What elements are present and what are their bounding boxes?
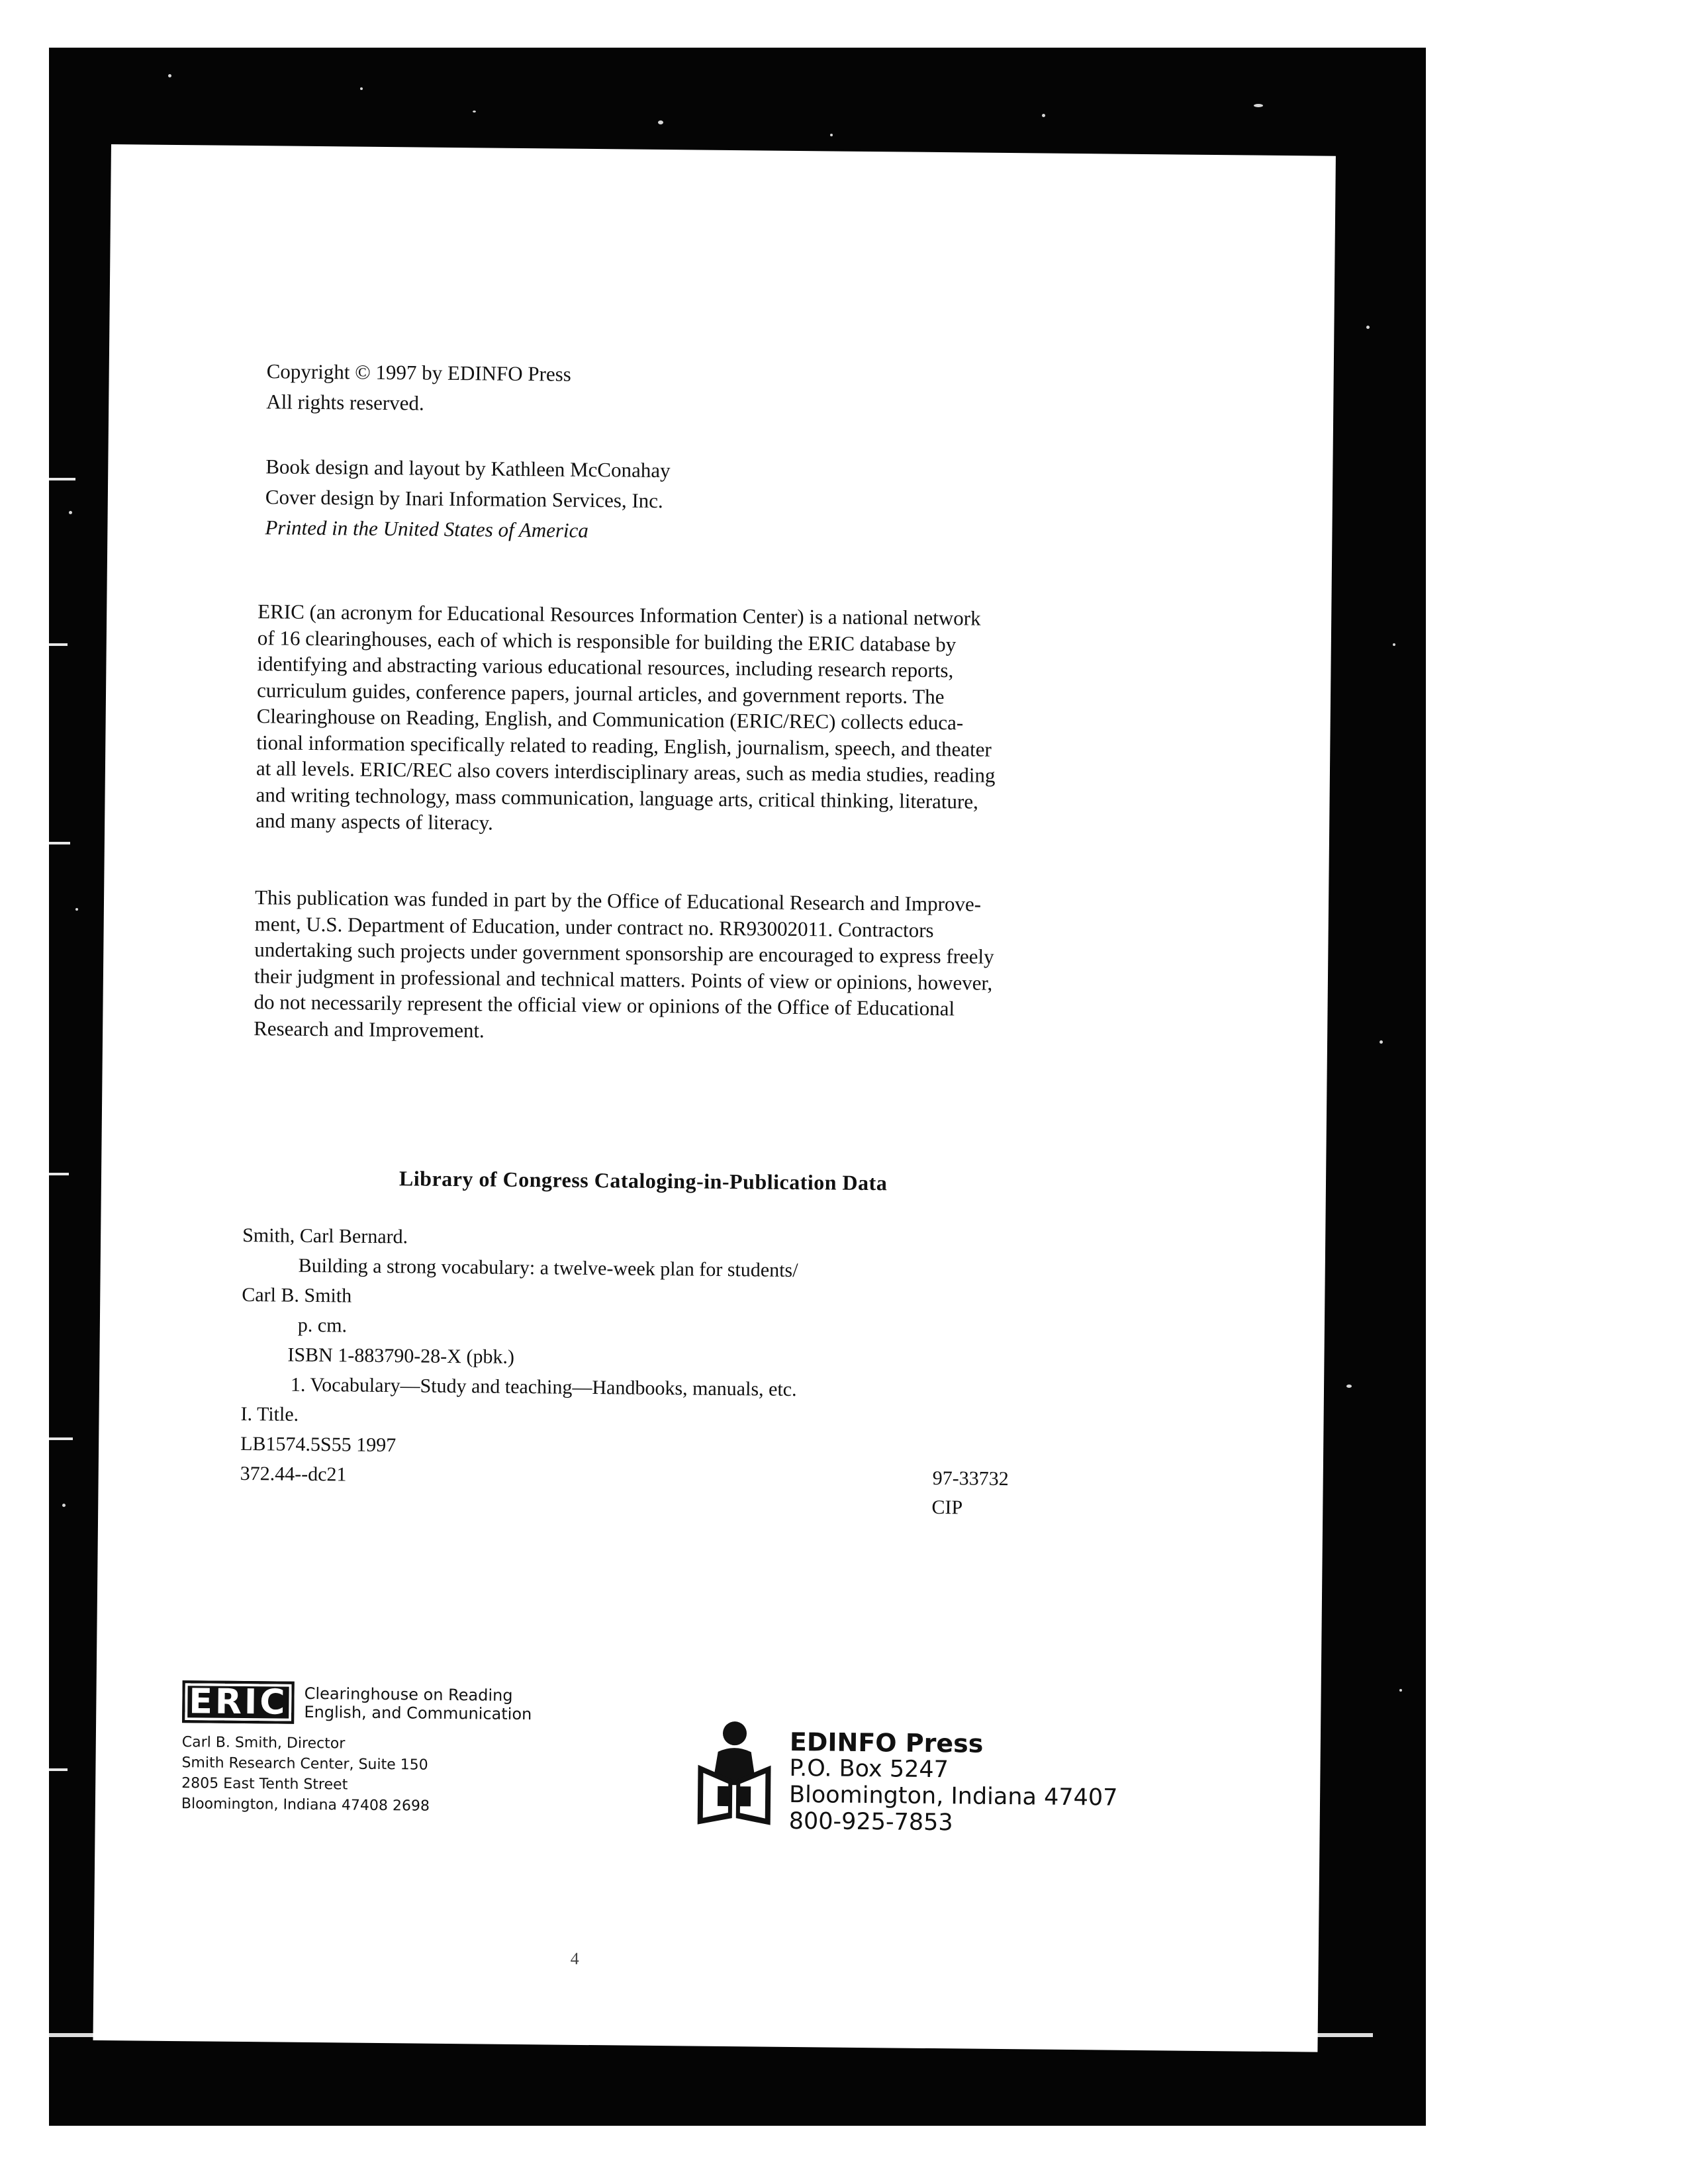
scan-speck [1254, 104, 1263, 107]
paragraph-line: identifying and abstracting various educational resources, including research reports, [257, 652, 954, 682]
eric-address [181, 1732, 532, 1817]
printed-in-line: Printed in the United States of America [265, 516, 589, 542]
copyright-notice [266, 356, 571, 420]
paragraph-line: do not necessarily represent the official view or opinions of the Office of Educational [254, 990, 955, 1021]
book-design-credit: Book design and layout by Kathleen McConahay [265, 455, 671, 482]
eric-logo: ERIC [182, 1680, 295, 1724]
cip-title: Building a strong vocabulary: a twelve-week plan for students/ [298, 1254, 798, 1282]
paragraph-line: ment, U.S. Department of Education, under contract no. RR93002011. Contractors [254, 911, 934, 942]
scan-speck [62, 1504, 66, 1507]
scan-edge-mark [49, 1173, 69, 1175]
reader-with-book-icon [691, 1719, 778, 1832]
eric-tagline-line: Clearinghouse on Reading [304, 1684, 513, 1705]
eric-tagline [304, 1684, 532, 1723]
scan-speck [1380, 1040, 1383, 1044]
paragraph-line: their judgment in professional and technical matters. Points of view or opinions, however, [254, 964, 993, 995]
paragraph-line: Research and Improvement. [254, 1016, 485, 1042]
scan-speck [473, 111, 476, 113]
scan-edge-mark [49, 478, 75, 480]
scan-edge-mark [49, 842, 70, 844]
paragraph-line: tional information specifically related to reading, English, journalism, speech, and theater [256, 730, 992, 761]
page-mark: 4 [570, 1948, 579, 1968]
eric-tagline-line: English, and Communication [304, 1702, 532, 1724]
paragraph-line: at all levels. ERIC/REC also covers interdisciplinary areas, such as media studies, reading [256, 756, 996, 787]
eric-description-paragraph [256, 598, 1138, 842]
scan-speck [75, 908, 78, 911]
design-credits [265, 451, 671, 547]
cip-label: CIP [931, 1496, 963, 1519]
paragraph-line: of 16 clearinghouses, each of which is responsible for building the ERIC database by [257, 625, 957, 656]
eric-center: Smith Research Center, Suite 150 [181, 1754, 428, 1774]
paragraph-line: curriculum guides, conference papers, journal articles, and government reports. The [256, 678, 945, 708]
paragraph-line: and writing technology, mass communication, language arts, critical thinking, literature, [256, 782, 978, 813]
funding-paragraph [254, 884, 1135, 1050]
cip-lc-class: LB1574.5S55 1997 [240, 1432, 397, 1457]
scan-speck [830, 134, 833, 136]
cip-heading: Library of Congress Cataloging-in-Publication Data [399, 1166, 888, 1195]
paragraph-line: undertaking such projects under government sponsorship are encouraged to express freely [254, 938, 994, 968]
scan-speck [1393, 643, 1395, 646]
paragraph-line: Clearinghouse on Reading, English, and Communication (ERIC/REC) collects educa- [256, 704, 964, 735]
scan-speck [1366, 326, 1370, 329]
scan-speck [1399, 1689, 1402, 1692]
edinfo-city: Bloomington, Indiana 47407 [788, 1781, 1118, 1811]
cip-lccn: 97-33732 [932, 1467, 1009, 1490]
copyright-line: Copyright © 1997 by EDINFO Press [266, 359, 572, 386]
scan-speck [168, 74, 171, 77]
scan-speck [1042, 114, 1045, 117]
cip-dewey: 372.44--dc21 [240, 1462, 347, 1486]
scan-speck [360, 87, 363, 90]
cip-author-line: Carl B. Smith [242, 1283, 352, 1307]
paragraph-line: This publication was funded in part by the Office of Educational Research and Improve- [254, 886, 982, 916]
scan-edge-mark [49, 1437, 73, 1440]
rights-line: All rights reserved. [266, 390, 424, 415]
cip-right-block [886, 1463, 1009, 1523]
copyright-page [93, 144, 1335, 2052]
cip-author: Smith, Carl Bernard. [242, 1224, 408, 1248]
eric-street: 2805 East Tenth Street [181, 1775, 348, 1794]
scan-speck [69, 511, 72, 514]
cip-isbn: ISBN 1-883790-28-X (pbk.) [287, 1343, 515, 1368]
cover-design-credit: Cover design by Inari Information Services, Inc. [265, 485, 663, 513]
edinfo-address [789, 1729, 1119, 1838]
cip-pages: p. cm. [297, 1314, 348, 1337]
cip-title-entry: I. Title. [240, 1402, 299, 1426]
scan-speck [1346, 1385, 1352, 1388]
scan-edge-mark [49, 1768, 68, 1771]
eric-clearinghouse-footer [181, 1680, 532, 1817]
paragraph-line: and many aspects of literacy. [256, 809, 494, 835]
scan-edge-mark [49, 643, 68, 646]
eric-director: Carl B. Smith, Director [181, 1734, 346, 1752]
eric-city: Bloomington, Indiana 47408 2698 [181, 1796, 430, 1815]
cip-subject: 1. Vocabulary—Study and teaching—Handbooks, manuals, etc. [290, 1373, 797, 1401]
edinfo-box: P.O. Box 5247 [789, 1754, 949, 1784]
edinfo-phone: 800-925-7853 [788, 1807, 953, 1837]
cip-record [240, 1220, 799, 1494]
edinfo-name: EDINFO Press [789, 1727, 984, 1758]
scan-speck [658, 120, 663, 124]
paragraph-line: ERIC (an acronym for Educational Resources Information Center) is a national network [258, 600, 981, 630]
